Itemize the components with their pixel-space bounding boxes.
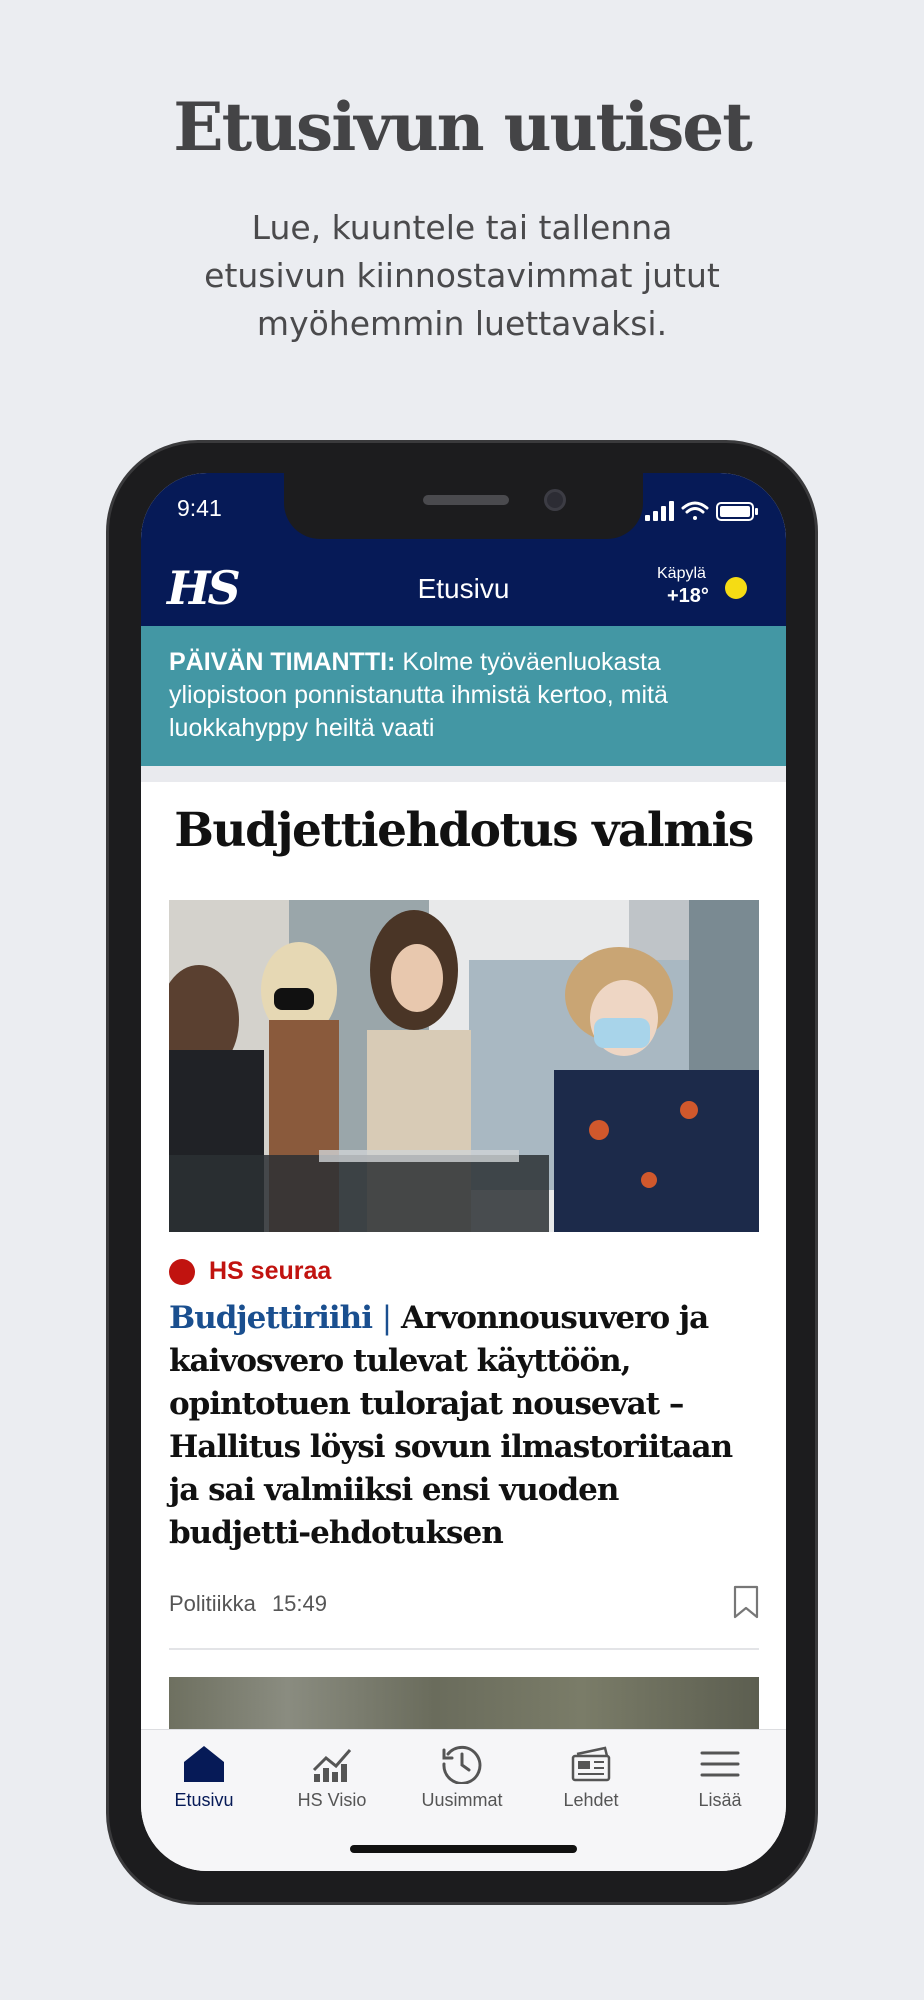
tab-label: HS Visio <box>297 1790 367 1810</box>
diamond-text: Kolme työväenluokasta yliopistoon ponnistanutta ihmistä kertoo, mitä luokkahyppy heiltä vaati <box>169 648 668 742</box>
diamond-banner[interactable] <box>141 626 786 766</box>
clock-icon <box>440 1744 484 1784</box>
status-icons <box>645 499 761 523</box>
top-bar <box>141 473 786 626</box>
article-category[interactable]: Politiikka <box>169 1591 256 1616</box>
article-meta <box>169 1591 327 1617</box>
tab-label: Lisää <box>698 1790 742 1810</box>
tab-label: Uusimmat <box>421 1790 503 1810</box>
status-time: 9:41 <box>177 495 222 521</box>
page-title: Etusivu <box>417 573 510 604</box>
tab-etusivu[interactable] <box>144 1744 264 1811</box>
next-article-photo[interactable] <box>169 1677 759 1737</box>
section-divider <box>141 766 786 782</box>
tab-label: Lehdet <box>563 1790 619 1810</box>
menu-icon <box>698 1744 742 1784</box>
weather-temp[interactable]: +18° <box>667 585 709 607</box>
article-divider <box>169 1648 759 1650</box>
newspaper-icon <box>569 1744 613 1784</box>
kicker-separator: | <box>381 1300 392 1336</box>
promo-title: Etusivun uutiset <box>173 88 751 166</box>
live-dot-icon <box>169 1259 195 1285</box>
sun-icon <box>725 577 747 599</box>
signal-icon <box>645 501 674 521</box>
promo-subtitle: Lue, kuuntele tai tallenna etusivun kiinnostavimmat jutut myöhemmin luettavaksi. <box>204 208 720 343</box>
bookmark-icon[interactable] <box>733 1585 759 1619</box>
article-photo[interactable] <box>169 900 759 1232</box>
notch <box>284 473 643 539</box>
article-title[interactable] <box>169 1297 769 1555</box>
article-headline: Arvonnousuvero ja kaivosvero tulevat käyttöön, opintotuen tulorajat nousevat – Hallitus löysi sovun ilmastoriitaan ja sai valmiiksi ensi vuoden budjetti-ehdotuksen <box>169 1300 733 1551</box>
wifi-icon <box>683 503 707 520</box>
section-headline[interactable]: Budjettiehdotus valmis <box>174 803 753 858</box>
chart-icon <box>310 1744 354 1784</box>
phone-frame <box>106 440 818 1905</box>
tab-label: Etusivu <box>174 1790 234 1810</box>
speaker <box>423 495 509 505</box>
camera <box>544 489 566 511</box>
article-time: 15:49 <box>271 1591 327 1616</box>
hs-logo[interactable]: HS <box>167 561 238 615</box>
app-screen <box>141 473 786 1871</box>
article-kicker: Budjettiriihi <box>169 1300 372 1336</box>
home-indicator[interactable] <box>350 1845 577 1853</box>
follow-label[interactable]: HS seuraa <box>209 1257 332 1285</box>
tab-uusimmat[interactable] <box>402 1744 522 1811</box>
tab-lisaa[interactable] <box>660 1744 780 1811</box>
press-conference-image <box>169 900 759 1232</box>
tab-hs-visio[interactable] <box>272 1744 392 1811</box>
tab-lehdet[interactable] <box>531 1744 651 1811</box>
diamond-label: PÄIVÄN TIMANTTI: <box>169 648 396 676</box>
battery-icon <box>717 503 758 520</box>
home-icon <box>182 1744 226 1784</box>
weather-place[interactable]: Käpylä <box>657 565 706 582</box>
